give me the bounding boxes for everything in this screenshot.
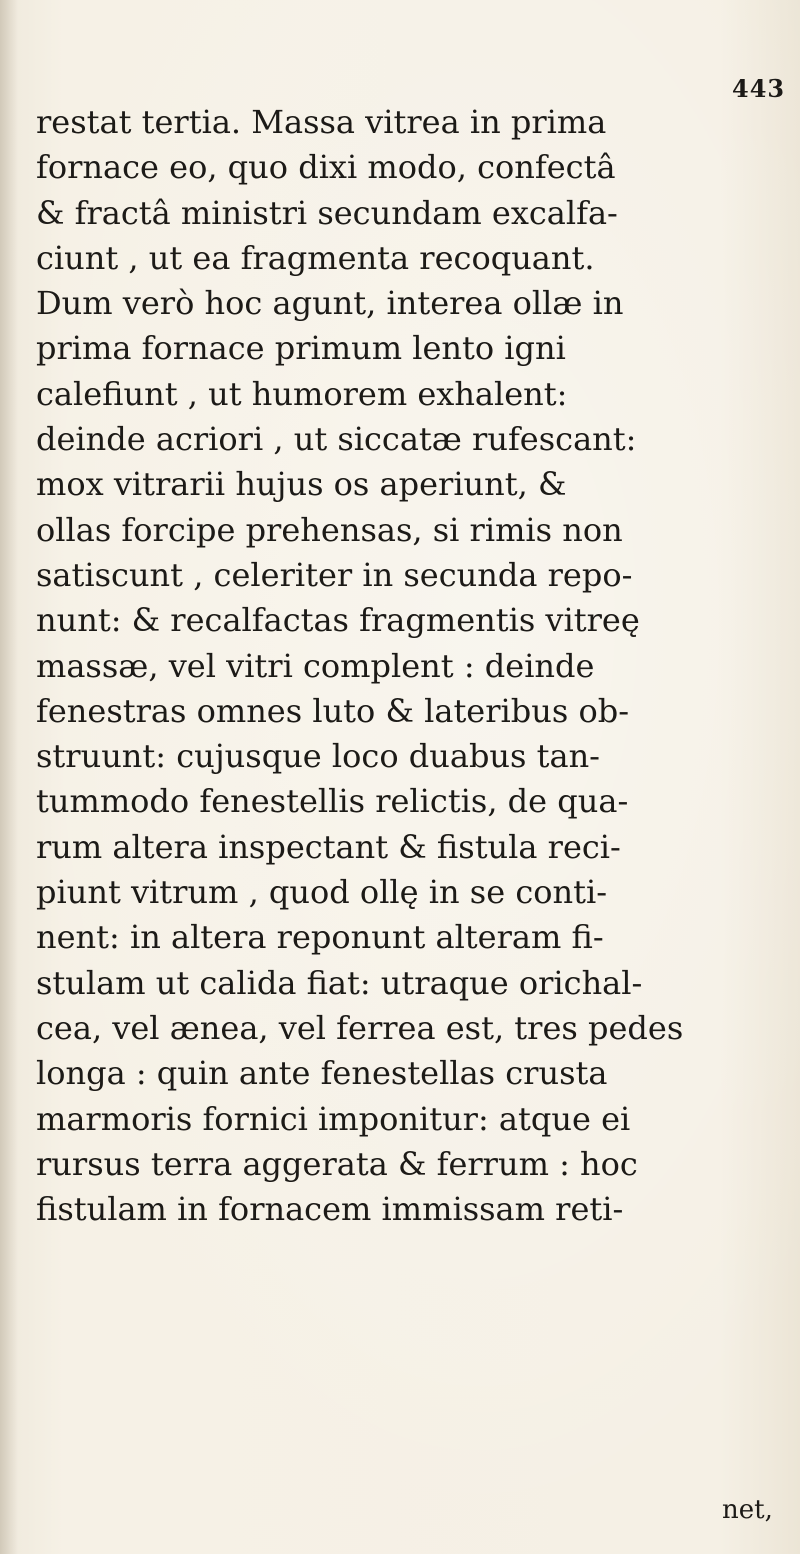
text-line: longa : quin ante fenestellas crusta [36, 1054, 608, 1093]
text-line: mox vitrarii hujus os aperiunt, & [36, 465, 567, 504]
body-text [36, 100, 776, 1232]
text-line: restat tertia. Massa vitrea in prima [36, 103, 607, 141]
text-line: nunt: & recalfactas fragmentis vitreę [36, 601, 640, 640]
text-line: prima fornace primum lento igni [36, 329, 566, 368]
text-line: stulam ut calida fiat: utraque orichal- [36, 963, 643, 1002]
text-line: fistulam in fornacem immissam reti- [36, 1190, 624, 1229]
text-line: rum altera inspectant & fistula reci- [36, 827, 621, 866]
text-line: Dum verò hoc agunt, interea ollæ in [36, 284, 624, 323]
text-line: calefiunt , ut humorem exhalent: [36, 374, 568, 413]
text-line: ciunt , ut ea fragmenta recoquant. [36, 238, 595, 277]
text-line: ollas forcipe prehensas, si rimis non [36, 510, 623, 549]
text-line: & fractâ ministri secundam excalfa- [36, 193, 618, 232]
text-line: satiscunt , celeriter in secunda repo- [36, 555, 633, 594]
text-line: struunt: cujusque loco duabus tan- [36, 737, 600, 776]
text-line: fenestras omnes luto & lateribus ob- [36, 691, 630, 730]
text-line: rursus terra aggerata & ferrum : hoc [36, 1144, 638, 1183]
text-line: nent: in altera reponunt alteram fi- [36, 918, 604, 957]
text-line: deinde acriori , ut siccatæ rufescant: [36, 420, 637, 459]
text-line: piunt vitrum , quod ollę in se conti- [36, 873, 608, 912]
catchword: net, [722, 1495, 773, 1525]
page-number: 443 [732, 74, 786, 103]
text-line: cea, vel ænea, vel ferrea est, tres pedes [36, 1008, 684, 1047]
text-line: marmoris fornici imponitur: atque ei [36, 1099, 631, 1138]
text-line: massæ, vel vitri complent : deinde [36, 646, 595, 685]
gutter-shadow [0, 0, 18, 1554]
text-line: fornace eo, quo dixi modo, confectâ [36, 148, 616, 187]
text-line: tummodo fenestellis relictis, de qua- [36, 782, 629, 821]
